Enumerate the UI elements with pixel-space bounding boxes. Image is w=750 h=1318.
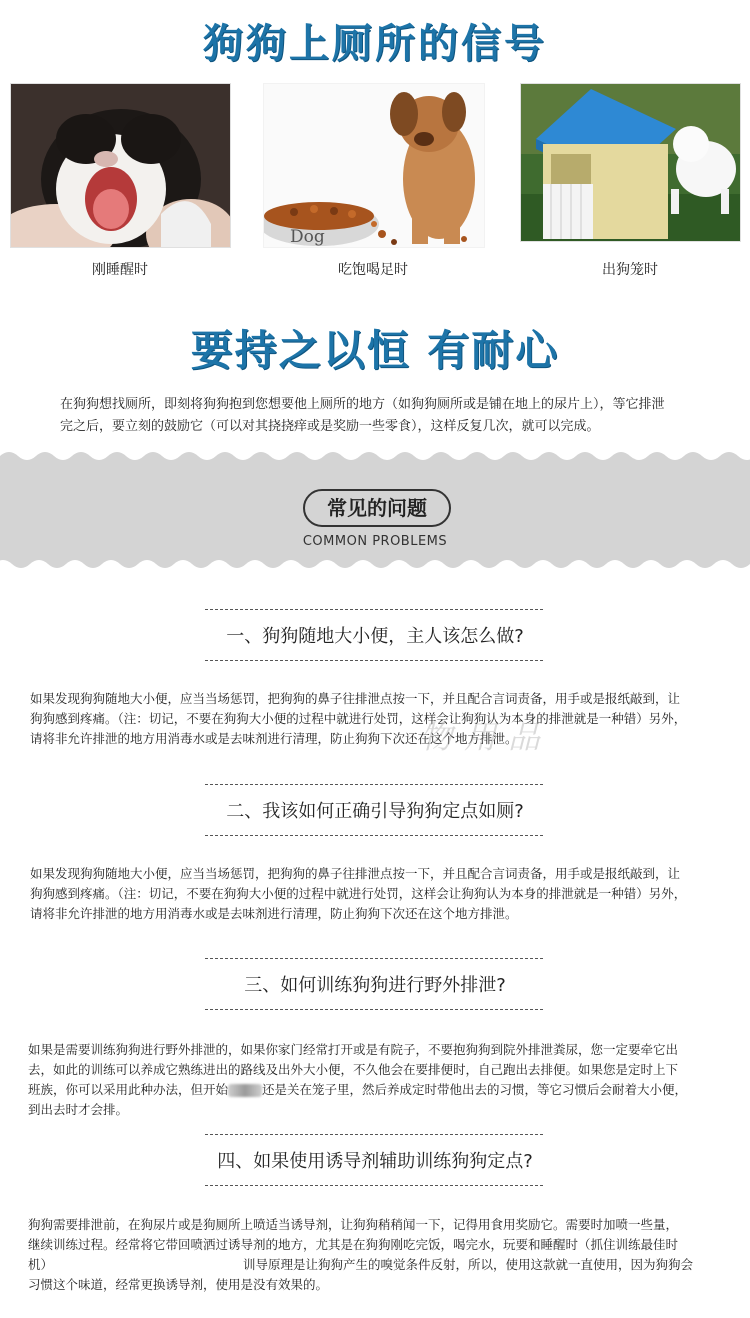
divider [205, 660, 543, 661]
intro-line: 在狗狗想找厕所，即刻将狗狗抱到您想要他上厕所的地方（如狗狗厕所或是铺在地上的尿片上），等它排泄 [60, 397, 665, 412]
signal-caption-leaving-cage: 出狗笼时 [602, 262, 658, 278]
question-title: 三、如何训练狗狗进行野外排泄? [244, 975, 506, 996]
faq-subtitle: COMMON PROBLEMS [302, 534, 448, 549]
answer-line: 请将非允许排泄的地方用消毒水或是去味剂进行清理，防止狗狗下次还在这个地方排泄。 [30, 731, 518, 746]
dog-house-photo [520, 83, 741, 242]
puppy-with-food-bowl-photo [263, 83, 485, 248]
answer-segment: 机） [28, 1257, 54, 1272]
signal-caption-after-eating: 吃饱喝足时 [338, 262, 408, 278]
answer-line: 如果是需要训练狗狗进行野外排泄的，如果你家门经常打开或是有院子，不要抱狗狗到院外排泄粪尿，您一定要牵它出 [28, 1042, 679, 1057]
persistence-intro [60, 394, 720, 438]
bowl-label: Dog [290, 227, 325, 247]
persistence-title: 要持之以恒 有耐心 [190, 326, 560, 375]
question-answer [28, 1215, 733, 1295]
intro-line: 完之后，要立刻的鼓励它（可以对其挠挠痒或是奖励一些零食），这样反复几次，就可以完成。 [60, 419, 600, 434]
answer-line [28, 1255, 733, 1275]
answer-line: 狗狗需要排泄前，在狗尿片或是狗厕所上喷适当诱导剂，让狗狗稍稍闻一下，记得用食用奖励它。需要时加喷一些量， [28, 1217, 679, 1232]
answer-line: 如果发现狗狗随地大小便，应当当场惩罚，把狗狗的鼻子往排泄点按一下，并且配合言词责备，用手或是报纸敲到，让 [30, 866, 681, 881]
answer-segment: 还是关在笼子里，然后养成定时带他出去的习惯，等它习惯后会耐着大小便， [262, 1082, 688, 1097]
divider [205, 1009, 543, 1010]
answer-segment: 训导原理是让狗狗产生的嗅觉条件反射，所以，使用这款就一直使用，因为狗狗会 [243, 1257, 694, 1272]
watermark: 物用品 [420, 718, 553, 756]
faq-title-pill: 常见的问题 [303, 489, 451, 527]
question-answer [28, 1040, 728, 1120]
question-answer [30, 689, 730, 749]
answer-line: 到出去时才会排。 [28, 1102, 129, 1117]
divider [205, 835, 543, 836]
puppy-yawning-photo [10, 83, 231, 248]
answer-segment: 班族，你可以采用此种办法，但开始 [28, 1082, 229, 1097]
divider [205, 1134, 543, 1135]
answer-line: 狗狗感到疼痛。（注：切记，不要在狗狗大小便的过程中就进行处罚，这样会让狗狗认为本身的排泄就是一种错）另外， [30, 886, 687, 901]
page-title: 狗狗上厕所的信号 [203, 21, 547, 67]
blurred-text [228, 1084, 262, 1097]
answer-line: 去，如此的训练可以养成它熟练进出的路线及出外大小便，不久他会在要排便时，自己跑出去排便。如果您是定时上下 [28, 1062, 679, 1077]
signal-caption-waking: 刚睡醒时 [92, 262, 148, 278]
question-answer [30, 864, 730, 924]
answer-line: 如果发现狗狗随地大小便，应当当场惩罚，把狗狗的鼻子往排泄点按一下，并且配合言词责备，用手或是报纸敲到，让 [30, 691, 681, 706]
question-title: 二、我该如何正确引导狗狗定点如厕? [226, 801, 524, 822]
answer-line: 继续训练过程。经常将它带回喷洒过诱导剂的地方，尤其是在狗狗刚吃完饭，喝完水，玩要和睡醒时（抓住训练最佳时 [28, 1237, 679, 1252]
divider [205, 958, 543, 959]
answer-line: 请将非允许排泄的地方用消毒水或是去味剂进行清理，防止狗狗下次还在这个地方排泄。 [30, 906, 518, 921]
answer-line: 习惯这个味道，经常更换诱导剂，使用是没有效果的。 [28, 1277, 329, 1292]
question-title: 四、如果使用诱导剂辅助训练狗狗定点? [217, 1151, 533, 1172]
answer-line: 狗狗感到疼痛。（注：切记，不要在狗狗大小便的过程中就进行处罚，这样会让狗狗认为本身的排泄就是一种错）另外， [30, 711, 687, 726]
divider [205, 609, 543, 610]
divider [205, 1185, 543, 1186]
question-title: 一、狗狗随地大小便，主人该怎么做? [226, 626, 524, 647]
divider [205, 784, 543, 785]
answer-line [28, 1080, 728, 1100]
